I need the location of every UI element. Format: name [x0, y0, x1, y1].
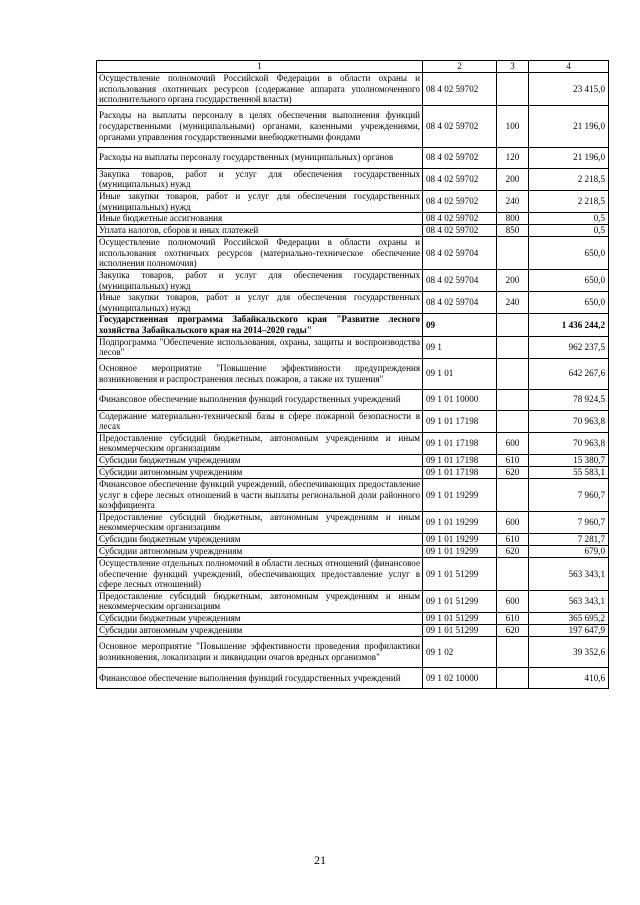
cell-amount: 1 436 244,2 — [529, 314, 609, 336]
cell-type: 610 — [497, 534, 529, 546]
cell-amount: 7 960,7 — [529, 511, 609, 533]
cell-code: 08 4 02 59702 — [423, 225, 497, 237]
cell-description: Предоставление субсидий бюджетным, автономным учреждениям и иным некоммерческим организациям — [97, 590, 423, 612]
cell-code: 09 — [423, 314, 497, 336]
cell-amount: 365 695,2 — [529, 613, 609, 625]
cell-amount: 962 237,5 — [529, 336, 609, 358]
table-row — [97, 314, 609, 336]
cell-description: Субсидии бюджетным учреждениям — [97, 613, 423, 625]
cell-description: Субсидии автономным учреждениям — [97, 546, 423, 558]
table-row — [97, 389, 609, 410]
cell-amount: 78 924,5 — [529, 389, 609, 410]
table-row — [97, 168, 609, 190]
cell-amount: 15 380,7 — [529, 455, 609, 467]
cell-code: 09 1 01 17198 — [423, 455, 497, 467]
cell-type: 200 — [497, 269, 529, 291]
cell-type — [497, 389, 529, 410]
cell-code: 09 1 01 17198 — [423, 410, 497, 432]
cell-code: 09 1 01 17198 — [423, 432, 497, 454]
cell-type — [497, 410, 529, 432]
header-cell-description: 1 — [97, 61, 423, 73]
cell-amount: 70 963,8 — [529, 432, 609, 454]
cell-amount: 55 583,1 — [529, 467, 609, 479]
table-row — [97, 147, 609, 168]
cell-description: Уплата налогов, сборов и иных платежей — [97, 225, 423, 237]
cell-type — [497, 358, 529, 389]
table-row — [97, 558, 609, 591]
table-row — [97, 237, 609, 270]
cell-code: 09 1 01 17198 — [423, 467, 497, 479]
table-row — [97, 511, 609, 533]
header-row — [97, 61, 609, 73]
table-row — [97, 432, 609, 454]
cell-type — [497, 479, 529, 512]
cell-description: Государственная программа Забайкальского края "Развитие лесного хозяйства Забайкальского края на 2014–2020 годы" — [97, 314, 423, 336]
cell-description: Финансовое обеспечение функций учреждений, обеспечивающих предоставление услуг в сфере лесных отношений в части выплаты региональной доли районного коэффициента — [97, 479, 423, 512]
cell-code: 09 1 01 10000 — [423, 389, 497, 410]
cell-code: 08 4 02 59704 — [423, 292, 497, 314]
table-row — [97, 190, 609, 212]
cell-description: Подпрограмма "Обеспечение использования, охраны, защиты и воспроизводства лесов" — [97, 336, 423, 358]
table-row — [97, 467, 609, 479]
cell-code: 09 1 01 19299 — [423, 534, 497, 546]
budget-table-body — [97, 61, 609, 689]
cell-amount: 0,5 — [529, 225, 609, 237]
table-row — [97, 625, 609, 637]
cell-amount: 650,0 — [529, 292, 609, 314]
table-row — [97, 546, 609, 558]
cell-amount: 563 343,1 — [529, 558, 609, 591]
cell-code: 09 1 01 51299 — [423, 625, 497, 637]
cell-type: 600 — [497, 511, 529, 533]
cell-code: 08 4 02 59702 — [423, 168, 497, 190]
cell-description: Осуществление полномочий Российской Федерации в области охраны и использования охотничьих ресурсов (материально-техническое обеспечение исполнения полномочия) — [97, 237, 423, 270]
cell-type — [497, 336, 529, 358]
cell-code: 09 1 01 51299 — [423, 613, 497, 625]
cell-amount: 650,0 — [529, 269, 609, 291]
cell-type: 240 — [497, 292, 529, 314]
table-row — [97, 213, 609, 225]
cell-code: 08 4 02 59704 — [423, 269, 497, 291]
cell-type: 100 — [497, 105, 529, 147]
cell-code: 09 1 02 10000 — [423, 668, 497, 689]
table-row — [97, 668, 609, 689]
table-row — [97, 336, 609, 358]
table-row — [97, 358, 609, 389]
table-row — [97, 105, 609, 147]
cell-type: 600 — [497, 432, 529, 454]
table-row — [97, 590, 609, 612]
cell-type: 200 — [497, 168, 529, 190]
cell-type — [497, 237, 529, 270]
header-cell-code: 2 — [423, 61, 497, 73]
cell-code: 08 4 02 59704 — [423, 237, 497, 270]
cell-description: Осуществление полномочий Российской Федерации в области охраны и использования охотничьих ресурсов (содержание аппарата уполномоченного исполнительного органа государственной власти) — [97, 73, 423, 106]
cell-amount: 7 960,7 — [529, 479, 609, 512]
cell-description: Содержание материально-технической базы в сфере пожарной безопасности в лесах — [97, 410, 423, 432]
cell-type: 600 — [497, 590, 529, 612]
cell-code: 09 1 02 — [423, 637, 497, 668]
cell-description: Субсидии автономным учреждениям — [97, 625, 423, 637]
cell-amount: 2 218,5 — [529, 190, 609, 212]
cell-code: 09 1 — [423, 336, 497, 358]
cell-type: 620 — [497, 625, 529, 637]
cell-type — [497, 668, 529, 689]
cell-type — [497, 558, 529, 591]
cell-type: 620 — [497, 546, 529, 558]
cell-description: Субсидии автономным учреждениям — [97, 467, 423, 479]
cell-type: 850 — [497, 225, 529, 237]
cell-description: Субсидии бюджетным учреждениям — [97, 534, 423, 546]
table-row — [97, 225, 609, 237]
cell-amount: 410,6 — [529, 668, 609, 689]
cell-description: Иные закупки товаров, работ и услуг для обеспечения государственных (муниципальных) нужд — [97, 190, 423, 212]
cell-description: Субсидии бюджетным учреждениям — [97, 455, 423, 467]
cell-type: 610 — [497, 613, 529, 625]
cell-code: 09 1 01 51299 — [423, 558, 497, 591]
table-row — [97, 292, 609, 314]
cell-type: 610 — [497, 455, 529, 467]
cell-type — [497, 637, 529, 668]
cell-amount: 2 218,5 — [529, 168, 609, 190]
cell-description: Осуществление отдельных полномочий в области лесных отношений (финансовое обеспечение функций учреждений, обеспечивающих предоставление услуг в сфере лесных отношений) — [97, 558, 423, 591]
cell-description: Закупка товаров, работ и услуг для обеспечения государственных (муниципальных) нужд — [97, 269, 423, 291]
cell-code: 09 1 01 19299 — [423, 511, 497, 533]
cell-amount: 23 415,0 — [529, 73, 609, 106]
cell-amount: 650,0 — [529, 237, 609, 270]
page-number: 21 — [314, 853, 326, 867]
cell-description: Основное мероприятие "Повышение эффективности предупреждения возникновения и распространения лесных пожаров, а также их тушения" — [97, 358, 423, 389]
cell-description: Расходы на выплаты персоналу в целях обеспечения выполнения функций государственными (муниципальными) органами, казенными учреждениями, органами управления государственными внебюджетными фондами — [97, 105, 423, 147]
cell-description: Расходы на выплаты персоналу государственных (муниципальных) органов — [97, 147, 423, 168]
cell-type: 240 — [497, 190, 529, 212]
cell-code: 08 4 02 59702 — [423, 73, 497, 106]
table-row — [97, 269, 609, 291]
cell-amount: 70 963,8 — [529, 410, 609, 432]
cell-description: Предоставление субсидий бюджетным, автономным учреждениям и иным некоммерческим организациям — [97, 511, 423, 533]
cell-amount: 21 196,0 — [529, 105, 609, 147]
cell-code: 09 1 01 19299 — [423, 479, 497, 512]
cell-amount: 563 343,1 — [529, 590, 609, 612]
cell-amount: 197 647,9 — [529, 625, 609, 637]
cell-code: 09 1 01 51299 — [423, 590, 497, 612]
cell-amount: 7 281,7 — [529, 534, 609, 546]
cell-amount: 39 352,6 — [529, 637, 609, 668]
cell-type — [497, 314, 529, 336]
cell-description: Иные бюджетные ассигнования — [97, 213, 423, 225]
table-row — [97, 613, 609, 625]
table-row — [97, 637, 609, 668]
cell-description: Финансовое обеспечение выполнения функций государственных учреждений — [97, 668, 423, 689]
cell-type: 120 — [497, 147, 529, 168]
cell-description: Предоставление субсидий бюджетным, автономным учреждениям и иным некоммерческим организациям — [97, 432, 423, 454]
cell-amount: 0,5 — [529, 213, 609, 225]
cell-code: 09 1 01 19299 — [423, 546, 497, 558]
cell-description: Финансовое обеспечение выполнения функций государственных учреждений — [97, 389, 423, 410]
table-row — [97, 410, 609, 432]
header-cell-type: 3 — [497, 61, 529, 73]
cell-type: 800 — [497, 213, 529, 225]
table-row — [97, 455, 609, 467]
cell-description: Иные закупки товаров, работ и услуг для обеспечения государственных (муниципальных) нужд — [97, 292, 423, 314]
table-row — [97, 73, 609, 106]
cell-code: 08 4 02 59702 — [423, 190, 497, 212]
budget-table — [96, 60, 609, 689]
header-cell-amount: 4 — [529, 61, 609, 73]
table-row — [97, 479, 609, 512]
cell-amount: 642 267,6 — [529, 358, 609, 389]
cell-description: Основное мероприятие "Повышение эффективности проведения профилактики возникновения, локализации и ликвидации очагов вредных организмов" — [97, 637, 423, 668]
cell-description: Закупка товаров, работ и услуг для обеспечения государственных (муниципальных) нужд — [97, 168, 423, 190]
cell-amount: 679,0 — [529, 546, 609, 558]
cell-code: 08 4 02 59702 — [423, 213, 497, 225]
cell-type — [497, 73, 529, 106]
table-row — [97, 534, 609, 546]
cell-code: 09 1 01 — [423, 358, 497, 389]
cell-code: 08 4 02 59702 — [423, 105, 497, 147]
cell-type: 620 — [497, 467, 529, 479]
cell-amount: 21 196,0 — [529, 147, 609, 168]
cell-code: 08 4 02 59702 — [423, 147, 497, 168]
